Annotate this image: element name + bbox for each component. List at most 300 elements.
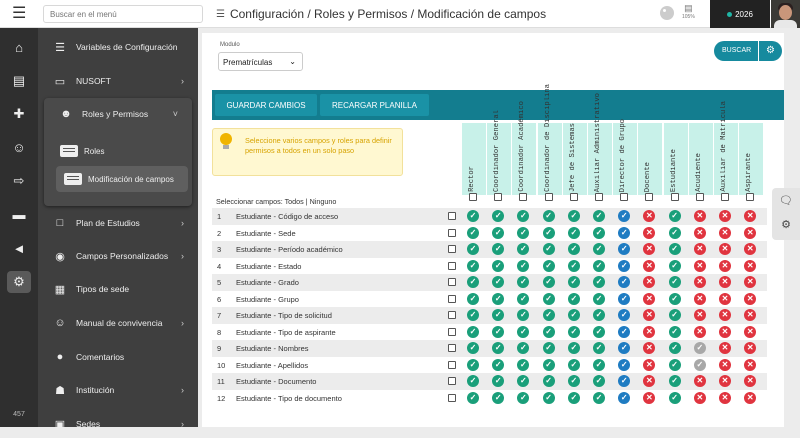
- chevron-right-icon: ›: [181, 318, 184, 328]
- role-select-checkbox[interactable]: [746, 193, 754, 201]
- field-name: Estudiante - Apellidos: [236, 360, 309, 370]
- denied-x-icon[interactable]: ✕: [719, 326, 731, 338]
- denied-x-icon[interactable]: ✕: [694, 210, 706, 222]
- table-row: [212, 241, 767, 258]
- allowed-check-icon[interactable]: ✓: [543, 243, 555, 255]
- palette-icon[interactable]: [660, 6, 674, 20]
- denied-x-icon[interactable]: ✕: [719, 293, 731, 305]
- allowed-check-icon[interactable]: ✓: [517, 392, 529, 404]
- field-name: Estudiante - Período académico: [236, 245, 343, 254]
- module-select[interactable]: [218, 52, 303, 71]
- table-row: [212, 390, 767, 407]
- row-select-checkbox[interactable]: [448, 311, 456, 319]
- denied-x-icon[interactable]: ✕: [744, 375, 756, 387]
- allowed-check-icon[interactable]: ✓: [593, 309, 605, 321]
- icon-rail: [0, 28, 38, 427]
- allowed-check-icon[interactable]: ✓: [492, 293, 504, 305]
- allowed-check-icon[interactable]: ✓: [517, 293, 529, 305]
- allowed-check-icon[interactable]: ✓: [492, 359, 504, 371]
- chevron-right-icon: ›: [181, 76, 184, 86]
- menu-icon[interactable]: ☰: [216, 8, 225, 20]
- allowed-check-icon[interactable]: ✓: [669, 243, 681, 255]
- allowed-check-icon[interactable]: ✓: [492, 210, 504, 222]
- row-select-checkbox[interactable]: [448, 377, 456, 385]
- role-header: [461, 123, 486, 195]
- denied-x-icon[interactable]: ✕: [719, 359, 731, 371]
- denied-x-icon[interactable]: ✕: [719, 309, 731, 321]
- denied-x-icon[interactable]: ✕: [744, 392, 756, 404]
- table-row: [212, 274, 767, 291]
- row-number: 7: [217, 311, 222, 320]
- table-row: [212, 324, 767, 341]
- id-card-icon: [64, 173, 82, 185]
- row-number: 9: [217, 344, 222, 353]
- sidebar-item-label: Roles y Permisos: [82, 109, 149, 119]
- zoom-percent: 105%: [682, 14, 695, 20]
- row-number: 8: [217, 327, 222, 337]
- readonly-check-icon[interactable]: ✓: [618, 210, 630, 222]
- denied-x-icon[interactable]: ✕: [643, 326, 655, 338]
- allowed-check-icon[interactable]: ✓: [568, 375, 580, 387]
- select-fields-label[interactable]: Seleccionar campos: Todos | Ninguno: [216, 197, 337, 206]
- hint-box: [212, 128, 403, 176]
- allowed-check-icon[interactable]: ✓: [543, 293, 555, 305]
- chat-icon[interactable]: 🗨: [779, 195, 793, 207]
- allowed-check-icon[interactable]: ✓: [593, 293, 605, 305]
- allowed-check-icon[interactable]: ✓: [568, 359, 580, 371]
- allowed-check-icon[interactable]: ✓: [669, 342, 681, 354]
- denied-x-icon[interactable]: ✕: [719, 243, 731, 255]
- denied-x-icon[interactable]: ✕: [719, 227, 731, 239]
- readonly-check-icon[interactable]: ✓: [618, 342, 630, 354]
- denied-x-icon[interactable]: ✕: [643, 342, 655, 354]
- allowed-check-icon[interactable]: ✓: [543, 276, 555, 288]
- top-bar: [0, 0, 800, 28]
- allowed-check-icon[interactable]: ✓: [467, 260, 479, 272]
- denied-x-icon[interactable]: ✕: [643, 392, 655, 404]
- denied-x-icon[interactable]: ✕: [694, 227, 706, 239]
- submenu-item-label: Modificación de campos: [88, 174, 174, 184]
- role-header: [587, 92, 612, 195]
- row-select-checkbox[interactable]: [448, 212, 456, 220]
- floating-actions: [772, 188, 800, 240]
- allowed-check-icon[interactable]: ✓: [467, 276, 479, 288]
- role-header: [688, 123, 713, 195]
- role-header: [511, 101, 536, 195]
- role-header-label: Aspirante: [745, 153, 754, 192]
- row-select-checkbox[interactable]: [448, 328, 456, 336]
- role-column-headers: [461, 84, 765, 195]
- chat-icon: ●: [56, 351, 64, 363]
- allowed-check-icon[interactable]: ✓: [492, 309, 504, 321]
- row-number: 10: [217, 360, 226, 370]
- file-export-icon[interactable]: ⇨: [13, 173, 25, 188]
- allowed-check-icon[interactable]: ✓: [467, 375, 479, 387]
- sidebar-item-variables-de-configuraci-n[interactable]: [38, 33, 198, 61]
- module-select-value: Prematrículas: [223, 58, 273, 67]
- gear-icon[interactable]: ⚙: [7, 271, 31, 293]
- allowed-check-icon[interactable]: ✓: [467, 392, 479, 404]
- sliders-icon: ☰: [55, 41, 65, 54]
- role-select-checkbox[interactable]: [620, 193, 628, 201]
- denied-x-icon[interactable]: ✕: [694, 260, 706, 272]
- allowed-check-icon[interactable]: ✓: [517, 227, 529, 239]
- role-header-label: Auxiliar Administrativo: [594, 92, 602, 192]
- denied-x-icon[interactable]: ✕: [744, 293, 756, 305]
- allowed-check-icon[interactable]: ✓: [593, 227, 605, 239]
- table-row: [212, 307, 767, 324]
- denied-x-icon[interactable]: ✕: [643, 260, 655, 272]
- row-select-checkbox[interactable]: [448, 245, 456, 253]
- denied-x-icon[interactable]: ✕: [744, 326, 756, 338]
- denied-x-icon[interactable]: ✕: [643, 359, 655, 371]
- permissions-table: [212, 208, 767, 406]
- book-icon: □: [56, 217, 64, 229]
- row-select-checkbox[interactable]: [448, 229, 456, 237]
- status-dot-icon: [727, 12, 732, 17]
- allowed-check-icon[interactable]: ✓: [669, 293, 681, 305]
- denied-x-icon[interactable]: ✕: [643, 276, 655, 288]
- sidebar-item-label: NUSOFT: [76, 76, 111, 86]
- denied-x-icon[interactable]: ✕: [744, 227, 756, 239]
- role-header-label: Acudiente: [694, 153, 703, 192]
- denied-x-icon[interactable]: ✕: [694, 326, 706, 338]
- allowed-check-icon[interactable]: ✓: [492, 375, 504, 387]
- allowed-check-icon[interactable]: ✓: [492, 342, 504, 354]
- allowed-check-icon[interactable]: ✓: [517, 210, 529, 222]
- sidebar-item-label: Comentarios: [76, 352, 125, 362]
- year-selector[interactable]: [710, 0, 770, 28]
- allowed-check-icon[interactable]: ✓: [568, 227, 580, 239]
- allowed-check-icon[interactable]: ✓: [593, 392, 605, 404]
- allowed-check-icon[interactable]: ✓: [517, 276, 529, 288]
- allowed-check-icon[interactable]: ✓: [568, 309, 580, 321]
- disabled-check-icon[interactable]: ✓: [694, 342, 706, 354]
- allowed-check-icon[interactable]: ✓: [568, 243, 580, 255]
- allowed-check-icon[interactable]: ✓: [669, 260, 681, 272]
- denied-x-icon[interactable]: ✕: [694, 243, 706, 255]
- role-select-checkbox[interactable]: [595, 193, 603, 201]
- row-select-checkbox[interactable]: [448, 295, 456, 303]
- denied-x-icon[interactable]: ✕: [694, 309, 706, 321]
- chevron-right-icon: ›: [181, 251, 184, 261]
- denied-x-icon[interactable]: ✕: [744, 260, 756, 272]
- denied-x-icon[interactable]: ✕: [744, 359, 756, 371]
- sidebar-item-label: Campos Personalizados: [76, 251, 169, 261]
- row-number: 4: [217, 261, 222, 271]
- allowed-check-icon[interactable]: ✓: [593, 243, 605, 255]
- denied-x-icon[interactable]: ✕: [643, 227, 655, 239]
- row-number: 1: [217, 212, 222, 221]
- allowed-check-icon[interactable]: ✓: [593, 326, 605, 338]
- readonly-check-icon[interactable]: ✓: [618, 276, 630, 288]
- denied-x-icon[interactable]: ✕: [643, 210, 655, 222]
- sidebar-item-nusoft[interactable]: [38, 67, 198, 95]
- allowed-check-icon[interactable]: ✓: [669, 392, 681, 404]
- table-row: [212, 291, 767, 308]
- denied-x-icon[interactable]: ✕: [719, 392, 731, 404]
- row-select-checkbox[interactable]: [448, 262, 456, 270]
- role-select-checkbox[interactable]: [545, 193, 553, 201]
- role-select-checkbox[interactable]: [519, 193, 527, 201]
- table-row: [212, 357, 767, 374]
- field-name: Estudiante - Documento: [236, 377, 317, 386]
- allowed-check-icon[interactable]: ✓: [517, 342, 529, 354]
- field-name: Estudiante - Tipo de documento: [236, 393, 342, 403]
- allowed-check-icon[interactable]: ✓: [669, 309, 681, 321]
- allowed-check-icon[interactable]: ✓: [593, 210, 605, 222]
- allowed-check-icon[interactable]: ✓: [517, 359, 529, 371]
- user-gear-icon: ☻: [60, 108, 72, 120]
- building-icon: ▦: [54, 283, 66, 296]
- submenu-item-roles[interactable]: [52, 138, 172, 164]
- readonly-check-icon[interactable]: ✓: [618, 359, 630, 371]
- allowed-check-icon[interactable]: ✓: [517, 260, 529, 272]
- allowed-check-icon[interactable]: ✓: [568, 392, 580, 404]
- allowed-check-icon[interactable]: ✓: [517, 326, 529, 338]
- card-icon[interactable]: ▬: [12, 207, 26, 222]
- breadcrumb-text: Configuración / Roles y Permisos / Modificación de campos: [229, 7, 547, 21]
- allowed-check-icon[interactable]: ✓: [543, 392, 555, 404]
- role-select-checkbox[interactable]: [671, 193, 679, 201]
- allowed-check-icon[interactable]: ✓: [669, 276, 681, 288]
- year-label: 2026: [735, 9, 753, 19]
- allowed-check-icon[interactable]: ✓: [593, 375, 605, 387]
- smile-icon: ☺: [54, 317, 66, 329]
- allowed-check-icon[interactable]: ✓: [669, 210, 681, 222]
- field-name: Estudiante - Nombres: [236, 344, 309, 353]
- sidebar-item-campos-personalizados[interactable]: [38, 242, 198, 270]
- role-select-checkbox[interactable]: [645, 193, 653, 201]
- allowed-check-icon[interactable]: ✓: [593, 342, 605, 354]
- table-row: [212, 225, 767, 242]
- field-name: Estudiante - Grupo: [236, 294, 299, 304]
- allowed-check-icon[interactable]: ✓: [593, 276, 605, 288]
- allowed-check-icon[interactable]: ✓: [492, 392, 504, 404]
- allowed-check-icon[interactable]: ✓: [669, 227, 681, 239]
- allowed-check-icon[interactable]: ✓: [492, 227, 504, 239]
- search-button[interactable]: BUSCAR: [714, 41, 758, 61]
- role-header-label: Coordinador de Disciplina: [543, 84, 552, 192]
- allowed-check-icon[interactable]: ✓: [593, 260, 605, 272]
- sidebar-item-label: Manual de convivencia: [76, 318, 163, 328]
- save-changes-button[interactable]: GUARDAR CAMBIOS: [215, 94, 317, 116]
- monitor-icon: ▭: [54, 75, 66, 88]
- megaphone-icon[interactable]: ◄: [12, 240, 26, 256]
- version-label: 457: [13, 411, 25, 418]
- role-select-checkbox[interactable]: [494, 193, 502, 201]
- gear-icon[interactable]: ⚙: [758, 41, 782, 61]
- field-name: Estudiante - Tipo de aspirante: [236, 327, 336, 337]
- denied-x-icon[interactable]: ✕: [719, 375, 731, 387]
- submenu-item-label: Roles: [84, 146, 105, 156]
- role-header-label: Coordinador Académico: [518, 101, 527, 192]
- allowed-check-icon[interactable]: ✓: [568, 293, 580, 305]
- role-header-label: Director de Grupo: [619, 118, 628, 192]
- role-header-label: Auxiliar de Matrícula: [720, 101, 728, 192]
- layers-icon: ◉: [55, 250, 65, 263]
- role-header: [738, 123, 763, 195]
- sidebar-item-manual-de-convivencia[interactable]: [38, 309, 198, 337]
- role-header: [713, 101, 738, 195]
- allowed-check-icon[interactable]: ✓: [543, 210, 555, 222]
- role-select-checkbox[interactable]: [696, 193, 704, 201]
- sidebar-item-instituci-n[interactable]: [38, 376, 198, 404]
- allowed-check-icon[interactable]: ✓: [467, 326, 479, 338]
- role-header: [637, 123, 662, 195]
- sidebar-item-roles-y-permisos[interactable]: [44, 100, 192, 128]
- allowed-check-icon[interactable]: ✓: [568, 260, 580, 272]
- role-select-checkbox[interactable]: [469, 193, 477, 201]
- chevron-down-icon: ˅: [172, 109, 178, 119]
- allowed-check-icon[interactable]: ✓: [669, 375, 681, 387]
- sidebar-menu: [38, 28, 198, 431]
- table-row: [212, 340, 767, 357]
- field-name: Estudiante - Grado: [236, 278, 299, 287]
- allowed-check-icon[interactable]: ✓: [543, 375, 555, 387]
- sidebar-item-label: Institución: [76, 385, 115, 395]
- denied-x-icon[interactable]: ✕: [744, 309, 756, 321]
- allowed-check-icon[interactable]: ✓: [593, 359, 605, 371]
- role-header-label: Coordinador General: [493, 110, 502, 192]
- allowed-check-icon[interactable]: ✓: [467, 243, 479, 255]
- institution-icon: ☗: [55, 384, 65, 397]
- row-number: 11: [217, 377, 225, 386]
- allowed-check-icon[interactable]: ✓: [467, 309, 479, 321]
- denied-x-icon[interactable]: ✕: [719, 210, 731, 222]
- allowed-check-icon[interactable]: ✓: [467, 227, 479, 239]
- allowed-check-icon[interactable]: ✓: [467, 210, 479, 222]
- denied-x-icon[interactable]: ✕: [719, 342, 731, 354]
- disabled-check-icon[interactable]: ✓: [694, 359, 706, 371]
- allowed-check-icon[interactable]: ✓: [669, 326, 681, 338]
- denied-x-icon[interactable]: ✕: [719, 276, 731, 288]
- allowed-check-icon[interactable]: ✓: [492, 260, 504, 272]
- role-header-label: Jefe de Sistemas: [568, 122, 577, 192]
- role-select-checkbox[interactable]: [721, 193, 729, 201]
- sedes-icon: ▣: [54, 418, 66, 431]
- allowed-check-icon[interactable]: ✓: [543, 227, 555, 239]
- home-icon[interactable]: ⌂: [15, 39, 23, 55]
- denied-x-icon[interactable]: ✕: [643, 243, 655, 255]
- readonly-check-icon[interactable]: ✓: [618, 326, 630, 338]
- field-name: Estudiante - Estado: [236, 261, 302, 271]
- chevron-down-icon: ⌄: [289, 57, 296, 66]
- readonly-check-icon[interactable]: ✓: [618, 392, 630, 404]
- role-header: [663, 123, 688, 195]
- readonly-check-icon[interactable]: ✓: [618, 309, 630, 321]
- allowed-check-icon[interactable]: ✓: [543, 309, 555, 321]
- table-row: [212, 208, 767, 225]
- module-label: Modulo: [220, 42, 240, 48]
- allowed-check-icon[interactable]: ✓: [543, 260, 555, 272]
- sidebar-item-label: Plan de Estudios: [76, 218, 140, 228]
- allowed-check-icon[interactable]: ✓: [467, 342, 479, 354]
- denied-x-icon[interactable]: ✕: [744, 210, 756, 222]
- reload-sheet-button[interactable]: RECARGAR PLANILLA: [320, 94, 429, 116]
- sidebar-item-comentarios[interactable]: [38, 343, 198, 371]
- denied-x-icon[interactable]: ✕: [694, 293, 706, 305]
- row-number: 5: [217, 278, 222, 287]
- denied-x-icon[interactable]: ✕: [643, 309, 655, 321]
- sidebar-item-plan-de-estudios[interactable]: [38, 209, 198, 237]
- allowed-check-icon[interactable]: ✓: [669, 359, 681, 371]
- role-header: [537, 84, 562, 195]
- allowed-check-icon[interactable]: ✓: [467, 293, 479, 305]
- denied-x-icon[interactable]: ✕: [694, 392, 706, 404]
- table-row: [212, 258, 767, 275]
- hamburger-menu-icon[interactable]: ☰: [12, 5, 27, 22]
- denied-x-icon[interactable]: ✕: [694, 276, 706, 288]
- sidebar-item-label: Sedes: [76, 419, 101, 429]
- denied-x-icon[interactable]: ✕: [643, 293, 655, 305]
- denied-x-icon[interactable]: ✕: [719, 260, 731, 272]
- allowed-check-icon[interactable]: ✓: [517, 243, 529, 255]
- allowed-check-icon[interactable]: ✓: [568, 276, 580, 288]
- robot-icon[interactable]: ⚙: [781, 219, 791, 231]
- readonly-check-icon[interactable]: ✓: [618, 243, 630, 255]
- row-select-checkbox[interactable]: [448, 394, 456, 402]
- readonly-check-icon[interactable]: ✓: [618, 375, 630, 387]
- allowed-check-icon[interactable]: ✓: [543, 326, 555, 338]
- zoom-toggle[interactable]: ▤ 105%: [682, 3, 695, 20]
- denied-x-icon[interactable]: ✕: [744, 243, 756, 255]
- allowed-check-icon[interactable]: ✓: [467, 359, 479, 371]
- role-header: [562, 123, 587, 195]
- allowed-check-icon[interactable]: ✓: [543, 359, 555, 371]
- readonly-check-icon[interactable]: ✓: [618, 227, 630, 239]
- table-row: [212, 373, 767, 390]
- allowed-check-icon[interactable]: ✓: [568, 210, 580, 222]
- denied-x-icon[interactable]: ✕: [744, 276, 756, 288]
- allowed-check-icon[interactable]: ✓: [492, 243, 504, 255]
- role-select-checkbox[interactable]: [570, 193, 578, 201]
- allowed-check-icon[interactable]: ✓: [568, 326, 580, 338]
- file-user-icon[interactable]: ▤: [12, 72, 26, 88]
- row-number: 3: [217, 245, 222, 254]
- allowed-check-icon[interactable]: ✓: [517, 309, 529, 321]
- row-number: 2: [217, 228, 222, 238]
- row-select-checkbox[interactable]: [448, 361, 456, 369]
- row-select-checkbox[interactable]: [448, 344, 456, 352]
- person-plus-icon[interactable]: ✚: [13, 106, 25, 121]
- allowed-check-icon[interactable]: ✓: [492, 276, 504, 288]
- breadcrumb: [216, 7, 546, 21]
- sidebar-item-label: Tipos de sede: [76, 284, 130, 294]
- denied-x-icon[interactable]: ✕: [744, 342, 756, 354]
- allowed-check-icon[interactable]: ✓: [568, 342, 580, 354]
- allowed-check-icon[interactable]: ✓: [492, 326, 504, 338]
- menu-search-input[interactable]: [43, 5, 203, 23]
- readonly-check-icon[interactable]: ✓: [618, 260, 630, 272]
- role-header-label: Rector: [468, 166, 476, 192]
- denied-x-icon[interactable]: ✕: [643, 375, 655, 387]
- sidebar-item-tipos-de-sede[interactable]: [38, 275, 198, 303]
- denied-x-icon[interactable]: ✕: [694, 375, 706, 387]
- row-select-checkbox[interactable]: [448, 278, 456, 286]
- role-header: [612, 118, 637, 195]
- avatar[interactable]: [771, 0, 800, 28]
- chevron-right-icon: ›: [181, 385, 184, 395]
- sidebar-item-sedes[interactable]: [38, 410, 198, 438]
- field-name: Estudiante - Tipo de solicitud: [236, 311, 332, 320]
- submenu-item-field-modification[interactable]: [56, 166, 188, 192]
- users-icon[interactable]: ☺: [12, 140, 26, 155]
- allowed-check-icon[interactable]: ✓: [543, 342, 555, 354]
- readonly-check-icon[interactable]: ✓: [618, 293, 630, 305]
- hint-text: Seleccione varios campos y roles para definir permisos a todos en un solo paso: [245, 136, 392, 155]
- allowed-check-icon[interactable]: ✓: [517, 375, 529, 387]
